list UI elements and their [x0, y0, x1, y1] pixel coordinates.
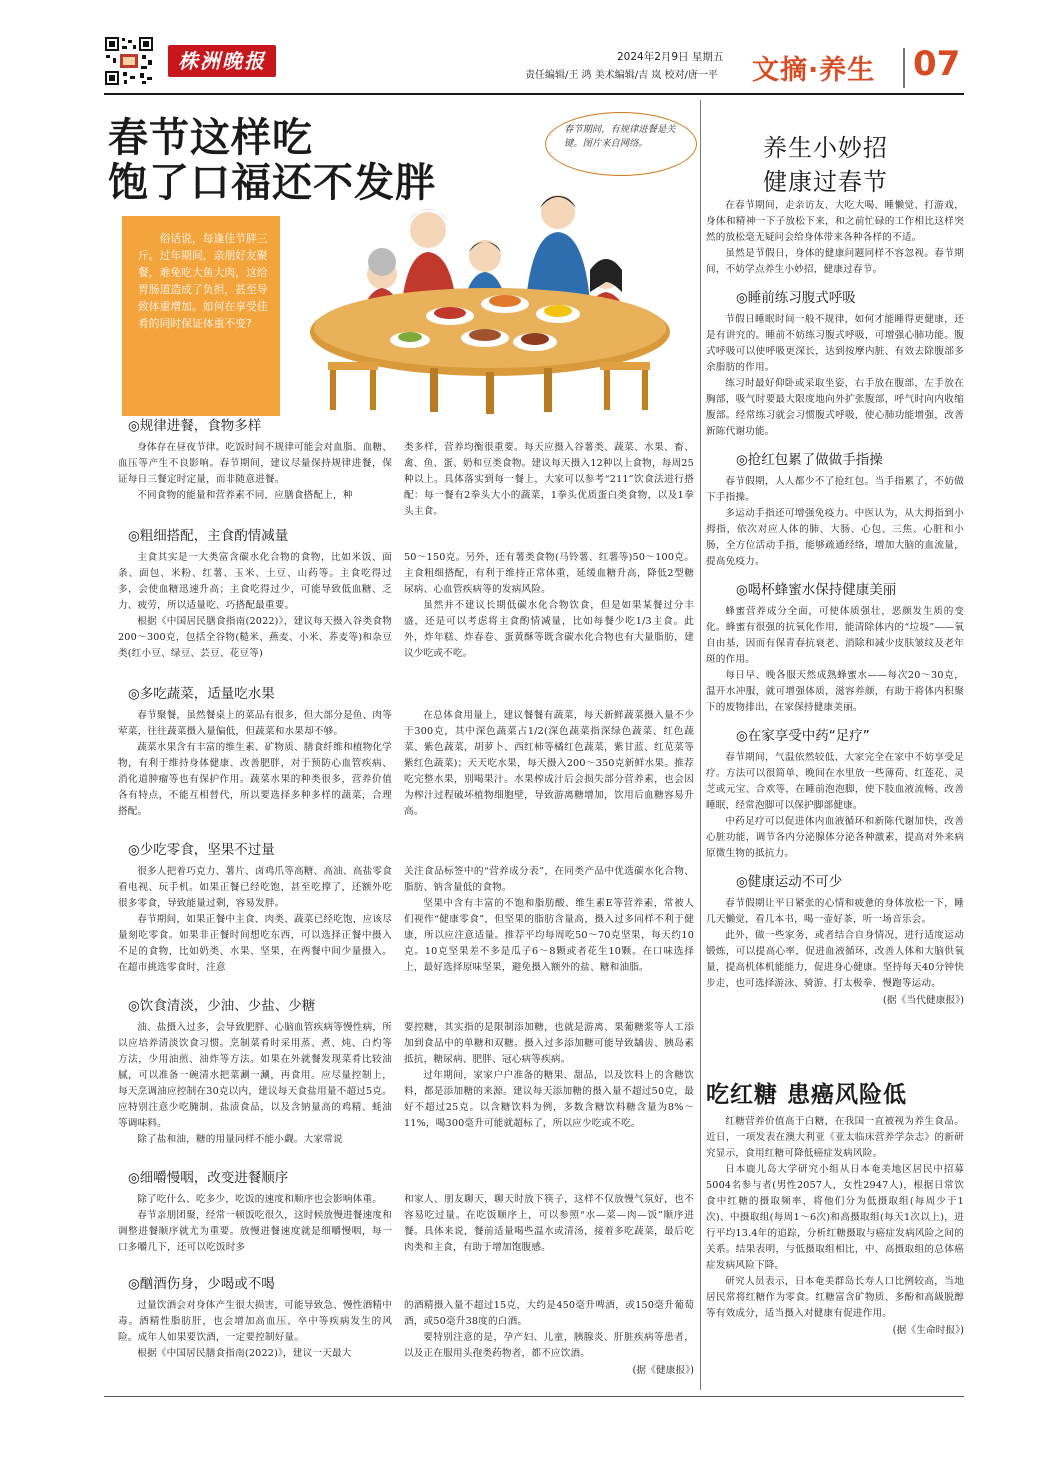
paragraph: 根据《中国居民膳食指南(2022)》，建议一天最大 — [137, 1348, 352, 1359]
article1-body — [118, 410, 696, 1410]
person-icon — [402, 209, 456, 302]
paragraph: 虽然是节假日，身体的健康问题同样不容忽视。春节期间，不妨学点养生小妙招，健康过春节。 — [706, 248, 964, 275]
paragraph: 的酒精摄入量不超过15克，大约是450毫升啤酒，或150毫升葡萄酒，或50毫升38度的白酒。 — [404, 1300, 694, 1327]
article2-body — [706, 198, 964, 1058]
paragraph: 坚果中含有丰富的不饱和脂肪酸、维生素E等营养素，常被人们视作“健康零食”，但坚果的脂肪含量高，摄入过多同样不利于健康，所以应注意适量。推荐平均每周吃50～70克坚果，每天约10克。10克坚果差不多是瓜子6～8颗或者花生10颗。在口味选择上，最好选择原味坚果，避免摄入额外的盐、糖和油脂。 — [404, 898, 694, 973]
paragraph: 春节假期，人人都少不了抢红包。当手指累了，不妨做下手指操。 — [706, 476, 964, 503]
paragraph: 此外，做一些家务，或者结合自身情况，进行适度运动锻炼，可以提高心率，促进血液循环，改善人体和大脑供氧量，提高机体机能能力，促进身心健康。坚持每天40分钟快步走，也可选择游泳、骑游、打太极拳、慢跑等运动。 — [706, 930, 964, 989]
section-heading: ◎在家享受中药“足疗” — [736, 728, 870, 744]
footer-rule — [104, 1396, 964, 1397]
paragraph: 练习时最好仰卧或采取坐姿，右手放在腹部，左手放在胸部，吸气时要最大限度地向外扩张腹部，呼气时向内收缩腹部。经常练习就会习惯腹式呼吸，使心肺功能增强，改善新陈代谢功能。 — [706, 378, 964, 437]
article1-title-line2: 饱了口福还不发胖 — [108, 160, 436, 206]
article1-title-line1: 春节这样吃 — [108, 115, 313, 161]
article2-title-line1: 养生小妙招 — [763, 134, 888, 162]
family-dinner-illustration — [300, 182, 680, 414]
section-heading: ◎饮食清淡，少油、少盐、少糖 — [128, 998, 316, 1014]
article2-source: (据《当代健康报》) — [882, 995, 964, 1006]
paragraph: 身体存在昼夜节律。吃饭时间不规律可能会对血脂、血糖、血压等产生不良影响。春节期间，建议尽量保持规律进餐，保证每日三餐定时定量，而非随意进餐。 — [118, 442, 392, 485]
page-number: 07 — [913, 44, 961, 84]
editor-credits: 责任编辑/王 鸿 美术编辑/吉 岚 校对/唐一平 — [525, 70, 718, 81]
paragraph: 除了吃什么、吃多少，吃饭的速度和顺序也会影响体重。 — [137, 1194, 383, 1205]
article3-body — [706, 1114, 964, 1336]
paragraph: 蜂蜜营养成分全面，可使体质强壮，恶颜发生质的变化。蜂蜜有很强的抗氧化作用，能清除体内的“垃圾”——氧自由基，因而有保青春抗衰老、消除和减少皮肤皱纹及老年斑的作用。 — [706, 606, 964, 665]
logo-text: 株洲晚报 — [178, 49, 266, 73]
section-heading: ◎睡前练习腹式呼吸 — [736, 290, 856, 306]
section-heading: ◎健康运动不可少 — [736, 874, 843, 890]
intro-box — [122, 216, 280, 416]
newspaper-logo — [168, 45, 276, 77]
section-heading: ◎抢红包累了做做手指操 — [736, 452, 883, 468]
paragraph: 过量饮酒会对身体产生很大损害，可能导致急、慢性酒精中毒。酒精性脂肪肝，也会增加高血压、卒中等疾病发生的风险。成年人如果要饮酒，一定要控制好量。 — [118, 1300, 392, 1343]
article1-source: (据《健康报》) — [632, 1365, 694, 1376]
paragraph: 要控糖，其实指的是限制添加糖，也就是游离、果葡糖浆等人工添加到食品中的单糖和双糖。摄入过多添加糖可能导致龋齿、胰岛素抵抗，糖尿病、肥胖、冠心病等疾病。 — [404, 1022, 694, 1065]
section-heading: ◎粗细搭配，主食酌情减量 — [128, 528, 289, 544]
paragraph: 要特别注意的是，孕产妇、儿童，胰腺炎、肝脏疾病等患者，以及正在服用头孢类药物者，都不应饮酒。 — [404, 1332, 694, 1359]
paragraph: 过年期间，家家户户准备的糖果、甜品，以及饮料上的含糖饮料，都是添加糖的来源。建议每天添加糖的摄入量不超过50克，最好不超过25克。以含糖饮料为例，多数含糖饮料糖含量为8%～11%，喝300毫升可能就超标了，所以应少吃或不吃。 — [404, 1070, 694, 1129]
person-icon — [526, 195, 590, 302]
paragraph: 春节期间，气温依然较低，大家完全在家中不妨享受足疗。方法可以很简单，晚间在水里放一些薄荷、红莲花、灵芝或元宝、合欢等，在睡前泡泡脚，使下肢血液流畅、改善睡眠，经常泡脚可以保护脚部健康。 — [706, 752, 964, 811]
paragraph: 除了盐和油，糖的用量同样不能小觑。大家常说 — [137, 1134, 343, 1145]
paragraph: 春节亲朋团聚，经常一顿饭吃很久，这时候放慢进餐速度和调整进餐顺序就尤为重要。放慢进餐速度就是细嚼慢咽，每一口多嚼几下，还可以吃饭时多 — [118, 1210, 392, 1253]
paragraph: 在总体食用量上，建议餐餐有蔬菜，每天新鲜蔬菜摄入量不少于300克，其中深色蔬菜占1/2(深色蔬菜指深绿色蔬菜、红色蔬菜、紫色蔬菜，胡萝卜、西红柿等橘红色蔬菜，紫甘蓝、红苋菜等紫红色蔬菜)；天天吃水果，每天摄入200～350克新鲜水果。推荐吃完整水果，别喝果汁。水果榨成汁后会损失部分营养素，也会因为榨汁过程破坏植物细胞壁，导致游离糖增加，饮用后血糖容易升高。 — [404, 710, 694, 817]
article3-source: (据《生命时报》) — [892, 1325, 964, 1336]
paragraph: 在春节期间，走亲访友、大吃大喝、睡懒觉、打游戏，身体和精神一下子放松下来，和之前忙碌的工作相比这样突然的放松毫无疑问会给身体带来各种各样的不适。 — [706, 200, 964, 243]
header-rule — [104, 93, 964, 95]
paragraph: 红糖营养价值高于白糖，在我国一直被视为养生食品。近日，一项发表在澳大利亚《亚太临床营养学杂志》的新研究显示，食用红糖可降低癌症发病风险。 — [706, 1116, 964, 1159]
paragraph: 类多样，营养均衡很重要。每天应摄入谷薯类、蔬菜、水果、畜、禽、鱼、蛋、奶和豆类食物。建议每天摄入12种以上食物，每周25种以上。具体落实到每一餐上，大家可以参考“211”饮食法进行搭配：每一餐有2拳头大小的蔬菜，1拳头优质蛋白类食物，以及1拳头主食。 — [404, 442, 694, 517]
section-heading: ◎多吃蔬菜，适量吃水果 — [128, 686, 275, 702]
qr-code[interactable] — [104, 36, 154, 86]
paragraph: 节假日睡眠时间一般不规律，如何才能睡得更健康，还是有讲究的。睡前不妨练习腹式呼吸，可增强心肺功能。腹式呼吸可以使呼吸更深长，达到按摩内脏、有效去除腹部多余脂肪的作用。 — [706, 314, 964, 373]
paragraph: 春节期间，如果正餐中主食、肉类、蔬菜已经吃饱，应该尽量刻吃零食。如果非正餐时间想吃东西，可以选择正餐中摄入不足的食物，比如奶类、水果、坚果，在两餐中间少量摄入。在超市挑选零食时，注意 — [118, 914, 392, 973]
intro-text: 俗话说，每逢佳节胖三斤。过年期间，亲朋好友聚餐，难免吃大鱼大肉，这给胃肠道造成了负担，甚至导致体重增加。如何在享受佳肴的同时保证体重不变? — [138, 232, 268, 330]
paragraph: 虽然并不建议长期低碳水化合物饮食，但是如果某餐过分丰盛，还是可以考虑将主食酌情减量，比如每餐少吃1/3主食。此外，炸年糕、炸春卷、蛋黄酥等既含碳水化合物也有大量脂肪，建议少吃或不吃。 — [404, 600, 694, 659]
section-heading: ◎规律进餐，食物多样 — [128, 418, 262, 434]
paragraph: 和家人、朋友聊天，聊天时放下筷子，这样不仅放慢气氛好，也不容易吃过量。在吃饭顺序上，可以参照“水—菜—肉—饭”顺序进餐。具体来说，餐前适量喝些温水或清汤，接着多吃蔬菜，最后吃肉类和主食，有助于增加饱腹感。 — [404, 1194, 694, 1253]
section-name: 文摘·养生 — [752, 55, 876, 86]
paragraph: 50～150克。另外，还有薯类食物(马铃薯、红薯等)50～100克。主食粗细搭配，有利于维持正常体重，延缓血糖升高，降低2型糖尿病、心血管疾病等的发病风险。 — [404, 552, 694, 595]
image-caption: 春节期间，有规律进餐是关键。图片来自网络。 — [564, 124, 676, 149]
image-caption-bubble — [545, 112, 697, 176]
section-heading: ◎酗酒伤身，少喝或不喝 — [128, 1276, 275, 1292]
section-divider — [903, 48, 905, 88]
paragraph: 不同食物的能量和营养素不同，应膳食搭配上，种 — [137, 490, 353, 501]
paragraph: 日本鹿儿岛大学研究小组从日本奄美地区居民中招募5004名参与者(男性2057人，女性2947人)，根据日常饮食中红糖的摄取频率，将他们分为低摄取组(每周少于1次)、中摄取组(每周1～6次)和高摄取组(每天1次以上)，进行平均13.4年的追踪，分析红糖摄取与癌症发病风险之间的关系。结果表明，与低摄取组相比，中、高摄取组的总体癌症发病风险下降。 — [706, 1164, 964, 1271]
column-rule — [700, 100, 701, 1390]
issue-date: 2024年2月9日 星期五 — [617, 51, 724, 63]
paragraph: 关注食品标签中的“营养成分表”，在同类产品中优选碳水化合物、脂肪、钠含量低的食物。 — [404, 866, 694, 893]
paragraph: 研究人员表示，日本奄美群岛长寿人口比例较高，当地居民常将红糖作为零食。红糖富含矿物质、多酚和高級脱醇等有效成分，适当摄入对健康有促进作用。 — [706, 1276, 964, 1319]
article3-title: 吃红糖 患癌风险低 — [706, 1082, 908, 1108]
paragraph: 每日早、晚各服天然成熟蜂蜜水——每次20～30克，温开水冲服，就可增强体质，滋容养颜，有助于将体内积聚下的废物排出，在家保持健康美丽。 — [706, 670, 964, 713]
paragraph: 很多人把着巧克力、薯片、卤鸡爪等高糖、高油、高盐零食看电视、玩手机。如果正餐已经吃饱，甚至吃撑了，还额外吃很多零食，导致能量过剩，容易发胖。 — [118, 866, 392, 909]
paragraph: 主食其实是一大类富含碳水化合物的食物，比如米饭、面条、面包、米粉、红薯、玉米、土豆、山药等。主食吃得过多，会使血糖迅速升高；主食吃得过少，可能导致低血糖、乏力、疲劳，所以适量吃、巧搭配最重要。 — [118, 552, 392, 611]
paragraph: 春节假期让平日紧张的心情和疲惫的身体放松一下，睡几天懒觉，看几本书，喝一壶好茶，听一场音乐会。 — [706, 898, 964, 925]
paragraph: 中药足疗可以促进体内血液循环和新陈代谢加快，改善心脏功能，调节各内分泌腺体分泌各种激素，提高对外来病原微生物的抵抗力。 — [706, 816, 964, 859]
paragraph: 春节聚餐，虽然餐桌上的菜品有很多，但大部分是鱼、肉等荤菜，往往蔬菜摄入量偏低，但蔬菜和水果却不够。 — [118, 710, 392, 737]
section-heading: ◎少吃零食，坚果不过量 — [128, 842, 275, 858]
paragraph: 油、盐摄入过多，会导致肥胖、心脑血管疾病等慢性病，所以应培养清淡饮食习惯。烹制菜肴时采用蒸、煮、炖、白灼等方法，少用油煎、油炸等方法。如果在外就餐发现菜肴比较油腻，可以准备一碗清水把菜涮一涮，再食用。应尽量控制上，每天烹调油应控制在30克以内，建议每天食盐用量不超过5克。应特别注意少吃腌制、盐渍食品，以及含钠量高的鸡精、蚝油等调味料。 — [118, 1022, 392, 1129]
paragraph: 蔬菜水果含有丰富的维生素、矿物质、膳食纤维和植物化学物，有利于维持身体健康、改善肥胖，对于预防心血管疾病、消化道肿瘤等也有保护作用。蔬菜水果的种类很多，营养价值各有特点，不能互相替代，所以要选择多种多样的蔬菜，合理搭配。 — [118, 742, 392, 817]
section-heading: ◎喝杯蜂蜜水保持健康美丽 — [736, 582, 897, 598]
paragraph: 多运动手指还可增强免疫力。中医认为，从大拇指到小拇指，依次对应人体的肺、大肠、心包、三焦、心脏和小肠，全方位活动手指，能够疏通经络，增加大脑的血流量，提高免疫力。 — [706, 508, 964, 567]
article2-title-line2: 健康过春节 — [763, 168, 888, 196]
section-heading: ◎细嚼慢咽，改变进餐顺序 — [128, 1170, 289, 1186]
paragraph: 根据《中国居民膳食指南(2022)》，建议每天摄入谷类食物200～300克，包括全谷物(糙米、燕麦、小米、荞麦等)和杂豆类(红小豆、绿豆、芸豆、花豆等) — [118, 616, 392, 659]
